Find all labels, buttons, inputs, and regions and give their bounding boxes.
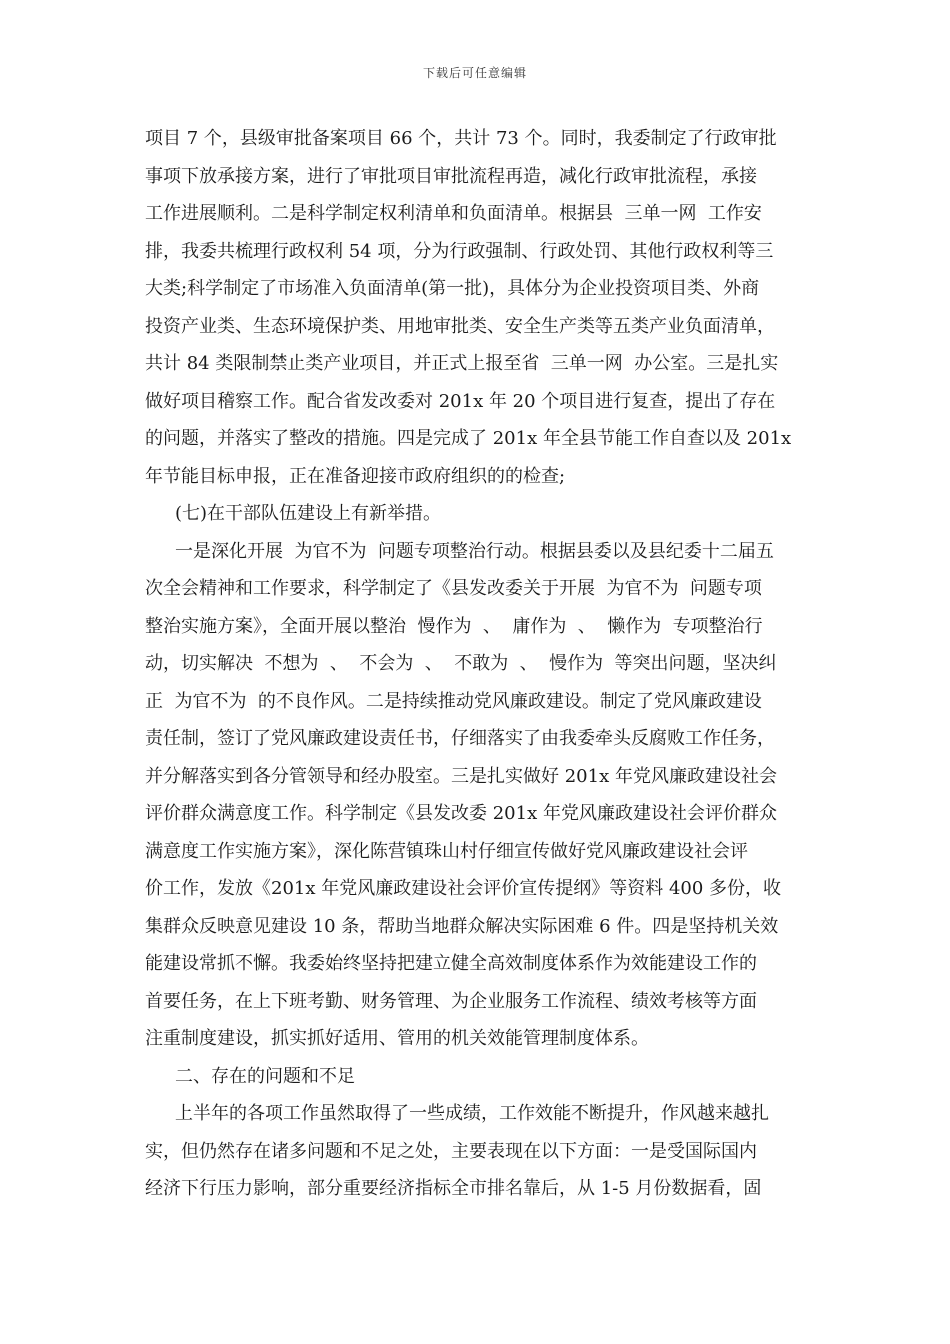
text-line: 责任制，签订了党风廉政建设责任书，仔细落实了由我委牵头反腐败工作任务， [145, 728, 775, 749]
text-line: 年节能目标申报，正在准备迎接市政府组织的的检查; [145, 465, 566, 487]
text-line: 排，我委共梳理行政权利 54 项，分为行政强制、行政处罚、其他行政权利等三 [145, 240, 774, 262]
text-line: 经济下行压力影响，部分重要经济指标全市排名靠后，从 1-5 月份数据看，固 [145, 1178, 762, 1199]
text-line: 集群众反映意见建设 10 条，帮助当地群众解决实际困难 6 件。四是坚持机关效 [145, 915, 779, 937]
text-line: 满意度工作实施方案》，深化陈营镇珠山村仔细宣传做好党风廉政建设社会评 [145, 840, 748, 862]
text-line: 动，切实解决 不想为 、 不会为 、 不敢为 、 慢作为 等突出问题，坚决纠 [145, 653, 777, 674]
text-line: 上半年的各项工作虽然取得了一些成绩，工作效能不断提升，作风越来越扎 [175, 1103, 769, 1124]
text-line: 项目 7 个，县级审批备案项目 66 个，共计 73 个。同时，我委制定了行政审批 [145, 128, 777, 149]
section-heading: 二、存在的问题和不足 [175, 1065, 355, 1087]
text-line: 事项下放承接方案，进行了审批项目审批流程再造，减化行政审批流程，承接 [145, 165, 757, 187]
document-body [145, 120, 813, 1208]
text-line: 实，但仍然存在诸多问题和不足之处，主要表现在以下方面：一是受国际国内 [145, 1140, 757, 1162]
text-line: 大类;科学制定了市场准入负面清单(第一批)，具体分为企业投资项目类、外商 [145, 278, 760, 299]
text-line: 投资产业类、生态环境保护类、用地审批类、安全生产类等五类产业负面清单， [145, 315, 775, 337]
text-line: 价工作，发放《201x 年党风廉政建设社会评价宣传提纲》等资料 400 多份，收 [145, 878, 782, 899]
text-line: 的问题，并落实了整改的措施。四是完成了 201x 年全县节能工作自查以及 201x [145, 428, 792, 449]
text-line: 首要任务，在上下班考勤、财务管理、为企业服务工作流程、绩效考核等方面 [145, 990, 757, 1012]
text-line: 整治实施方案》，全面开展以整治 慢作为 、 庸作为 、 懒作为 专项整治行 [145, 615, 763, 637]
text-line: 一是深化开展 为官不为 问题专项整治行动。根据县委以及县纪委十二届五 [175, 540, 774, 562]
text-line: 工作进展顺利。二是科学制定权利清单和负面清单。根据县 三单一网 工作安 [145, 203, 762, 224]
text-line: 注重制度建设，抓实抓好适用、管用的机关效能管理制度体系。 [145, 1028, 649, 1049]
section-heading: (七)在干部队伍建设上有新举措。 [175, 503, 442, 524]
text-line: 能建设常抓不懈。我委始终坚持把建立健全高效制度体系作为效能建设工作的 [145, 953, 757, 974]
page-header: 下载后可任意编辑 [422, 66, 527, 80]
text-line: 共计 84 类限制禁止类产业项目，并正式上报至省 三单一网 办公室。三是扎实 [145, 353, 779, 374]
text-line: 正 为官不为 的不良作风。二是持续推动党风廉政建设。制定了党风廉政建设 [145, 690, 762, 712]
text-line: 次全会精神和工作要求，科学制定了《县发改委关于开展 为官不为 问题专项 [145, 578, 762, 599]
text-line: 评价群众满意度工作。科学制定《县发改委 201x 年党风廉政建设社会评价群众 [145, 803, 777, 824]
text-line: 并分解落实到各分管领导和经办股室。三是扎实做好 201x 年党风廉政建设社会 [145, 765, 777, 787]
text-line: 做好项目稽察工作。配合省发改委对 201x 年 20 个项目进行复查，提出了存在 [145, 390, 776, 412]
